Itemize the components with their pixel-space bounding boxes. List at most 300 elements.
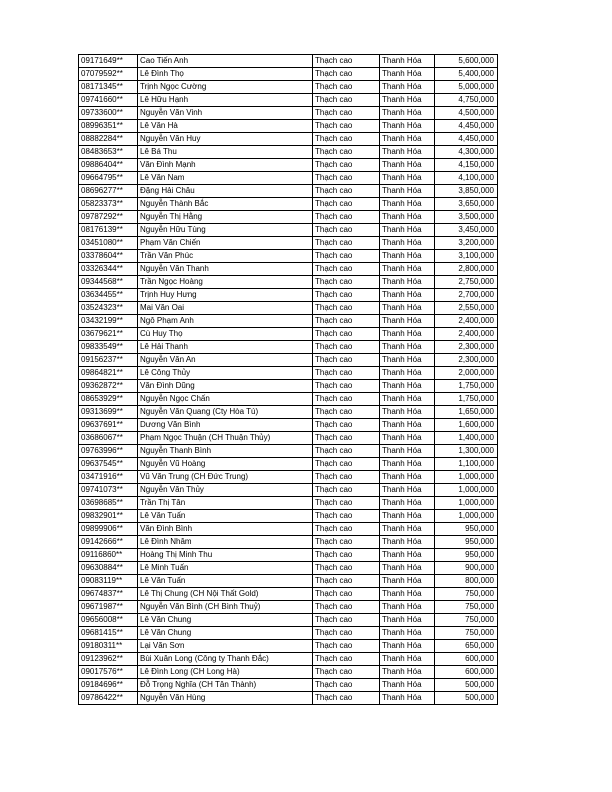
product-cell: Thạch cao [313,562,380,575]
province-cell: Thanh Hóa [380,627,435,640]
phone-cell: 08696277** [79,185,138,198]
name-cell: Trần Văn Phúc [138,250,313,263]
table-row [79,679,498,692]
province-cell: Thanh Hóa [380,445,435,458]
province-cell: Thanh Hóa [380,406,435,419]
name-cell: Nguyễn Thị Hằng [138,211,313,224]
product-cell: Thạch cao [313,471,380,484]
phone-cell: 09671987** [79,601,138,614]
name-cell: Nguyễn Ngọc Chấn [138,393,313,406]
product-cell: Thạch cao [313,692,380,705]
name-cell: Lê Công Thủy [138,367,313,380]
amount-cell: 3,100,000 [435,250,498,263]
phone-cell: 09886404** [79,159,138,172]
amount-cell: 800,000 [435,575,498,588]
name-cell: Nguyễn Văn Thanh [138,263,313,276]
amount-cell: 4,750,000 [435,94,498,107]
province-cell: Thanh Hóa [380,419,435,432]
table-row [79,419,498,432]
amount-cell: 2,550,000 [435,302,498,315]
product-cell: Thạch cao [313,549,380,562]
product-cell: Thạch cao [313,224,380,237]
amount-cell: 1,750,000 [435,380,498,393]
product-cell: Thạch cao [313,640,380,653]
name-cell: Phạm Văn Chiến [138,237,313,250]
province-cell: Thanh Hóa [380,640,435,653]
amount-cell: 2,400,000 [435,315,498,328]
amount-cell: 4,450,000 [435,120,498,133]
amount-cell: 4,100,000 [435,172,498,185]
amount-cell: 750,000 [435,588,498,601]
table-row [79,328,498,341]
province-cell: Thanh Hóa [380,198,435,211]
province-cell: Thanh Hóa [380,315,435,328]
table-row [79,211,498,224]
table-body [79,55,498,705]
name-cell: Trần Ngọc Hoàng [138,276,313,289]
province-cell: Thanh Hóa [380,250,435,263]
amount-cell: 750,000 [435,614,498,627]
phone-cell: 09142666** [79,536,138,549]
table-row [79,354,498,367]
province-cell: Thanh Hóa [380,393,435,406]
amount-cell: 3,200,000 [435,237,498,250]
name-cell: Bùi Xuân Long (Công ty Thanh Đắc) [138,653,313,666]
product-cell: Thạch cao [313,432,380,445]
product-cell: Thạch cao [313,315,380,328]
amount-cell: 1,000,000 [435,471,498,484]
name-cell: Đỗ Trọng Nghĩa (CH Tân Thành) [138,679,313,692]
amount-cell: 600,000 [435,666,498,679]
product-cell: Thạch cao [313,445,380,458]
name-cell: Đặng Hải Châu [138,185,313,198]
name-cell: Trần Thị Tân [138,497,313,510]
name-cell: Dương Văn Bình [138,419,313,432]
table-row [79,471,498,484]
name-cell: Văn Đình Dũng [138,380,313,393]
table-row [79,146,498,159]
amount-cell: 4,500,000 [435,107,498,120]
table-row [79,94,498,107]
name-cell: Nguyễn Thanh Bình [138,445,313,458]
phone-cell: 09156237** [79,354,138,367]
amount-cell: 950,000 [435,523,498,536]
product-cell: Thạch cao [313,276,380,289]
province-cell: Thanh Hóa [380,159,435,172]
province-cell: Thanh Hóa [380,679,435,692]
product-cell: Thạch cao [313,289,380,302]
amount-cell: 600,000 [435,653,498,666]
province-cell: Thanh Hóa [380,692,435,705]
amount-cell: 5,600,000 [435,55,498,68]
name-cell: Văn Đình Mạnh [138,159,313,172]
amount-cell: 500,000 [435,679,498,692]
phone-cell: 09180311** [79,640,138,653]
name-cell: Cù Huy Thọ [138,328,313,341]
phone-cell: 03634455** [79,289,138,302]
amount-cell: 1,000,000 [435,484,498,497]
amount-cell: 5,400,000 [435,68,498,81]
table-row [79,484,498,497]
name-cell: Lê Đình Nhâm [138,536,313,549]
table-row [79,562,498,575]
product-cell: Thạch cao [313,120,380,133]
phone-cell: 09083119** [79,575,138,588]
product-cell: Thạch cao [313,250,380,263]
amount-cell: 1,000,000 [435,510,498,523]
table-row [79,172,498,185]
table-row [79,198,498,211]
province-cell: Thanh Hóa [380,81,435,94]
amount-cell: 650,000 [435,640,498,653]
name-cell: Lê Văn Hà [138,120,313,133]
table-row [79,68,498,81]
table-row [79,549,498,562]
province-cell: Thanh Hóa [380,497,435,510]
amount-cell: 1,100,000 [435,458,498,471]
table-row [79,341,498,354]
product-cell: Thạch cao [313,588,380,601]
table-row [79,432,498,445]
phone-cell: 09656008** [79,614,138,627]
name-cell: Lê Văn Tuấn [138,510,313,523]
phone-cell: 09630884** [79,562,138,575]
amount-cell: 2,300,000 [435,341,498,354]
amount-cell: 1,300,000 [435,445,498,458]
province-cell: Thanh Hóa [380,68,435,81]
phone-cell: 09733600** [79,107,138,120]
phone-cell: 09787292** [79,211,138,224]
province-cell: Thanh Hóa [380,484,435,497]
product-cell: Thạch cao [313,159,380,172]
phone-cell: 03686067** [79,432,138,445]
phone-cell: 09833549** [79,341,138,354]
table-row [79,81,498,94]
province-cell: Thanh Hóa [380,367,435,380]
phone-cell: 09864821** [79,367,138,380]
amount-cell: 900,000 [435,562,498,575]
province-cell: Thanh Hóa [380,588,435,601]
product-cell: Thạch cao [313,393,380,406]
province-cell: Thanh Hóa [380,94,435,107]
province-cell: Thanh Hóa [380,666,435,679]
province-cell: Thanh Hóa [380,575,435,588]
table-row [79,393,498,406]
province-cell: Thanh Hóa [380,120,435,133]
name-cell: Lê Đình Thọ [138,68,313,81]
table-row [79,406,498,419]
name-cell: Nguyễn Văn Thủy [138,484,313,497]
amount-cell: 3,500,000 [435,211,498,224]
phone-cell: 07079592** [79,68,138,81]
province-cell: Thanh Hóa [380,211,435,224]
phone-cell: 09741660** [79,94,138,107]
table-row [79,445,498,458]
phone-cell: 09899906** [79,523,138,536]
amount-cell: 1,750,000 [435,393,498,406]
phone-cell: 03432199** [79,315,138,328]
phone-cell: 08882284** [79,133,138,146]
phone-cell: 03679621** [79,328,138,341]
table-row [79,263,498,276]
amount-cell: 1,650,000 [435,406,498,419]
table-row [79,185,498,198]
table-row [79,289,498,302]
name-cell: Nguyễn Văn Huy [138,133,313,146]
product-cell: Thạch cao [313,380,380,393]
province-cell: Thanh Hóa [380,133,435,146]
amount-cell: 2,300,000 [435,354,498,367]
amount-cell: 4,150,000 [435,159,498,172]
phone-cell: 08171345** [79,81,138,94]
phone-cell: 09832901** [79,510,138,523]
table-row [79,536,498,549]
product-cell: Thạch cao [313,172,380,185]
phone-cell: 09681415** [79,627,138,640]
phone-cell: 03524323** [79,302,138,315]
amount-cell: 1,400,000 [435,432,498,445]
phone-cell: 09664795** [79,172,138,185]
table-row [79,588,498,601]
amount-cell: 2,800,000 [435,263,498,276]
phone-cell: 09017576** [79,666,138,679]
table-row [79,614,498,627]
product-cell: Thạch cao [313,510,380,523]
phone-cell: 09786422** [79,692,138,705]
table-row [79,666,498,679]
province-cell: Thanh Hóa [380,601,435,614]
name-cell: Lại Văn Sơn [138,640,313,653]
phone-cell: 03378604** [79,250,138,263]
product-cell: Thạch cao [313,302,380,315]
amount-cell: 1,000,000 [435,497,498,510]
province-cell: Thanh Hóa [380,185,435,198]
table-row [79,159,498,172]
name-cell: Lê Hữu Hạnh [138,94,313,107]
product-cell: Thạch cao [313,81,380,94]
product-cell: Thạch cao [313,536,380,549]
table-row [79,315,498,328]
name-cell: Nguyễn Thành Bắc [138,198,313,211]
product-cell: Thạch cao [313,328,380,341]
amount-cell: 4,300,000 [435,146,498,159]
phone-cell: 08176139** [79,224,138,237]
name-cell: Văn Đình Bình [138,523,313,536]
province-cell: Thanh Hóa [380,458,435,471]
phone-cell: 09123962** [79,653,138,666]
product-cell: Thạch cao [313,601,380,614]
product-cell: Thạch cao [313,523,380,536]
name-cell: Vũ Văn Trung (CH Đức Trung) [138,471,313,484]
table-row [79,120,498,133]
name-cell: Lê Minh Tuấn [138,562,313,575]
province-cell: Thanh Hóa [380,237,435,250]
amount-cell: 750,000 [435,601,498,614]
table-row [79,276,498,289]
product-cell: Thạch cao [313,185,380,198]
table-row [79,458,498,471]
phone-cell: 08483653** [79,146,138,159]
phone-cell: 09313699** [79,406,138,419]
product-cell: Thạch cao [313,68,380,81]
product-cell: Thạch cao [313,133,380,146]
province-cell: Thanh Hóa [380,471,435,484]
amount-cell: 750,000 [435,627,498,640]
province-cell: Thanh Hóa [380,263,435,276]
province-cell: Thanh Hóa [380,55,435,68]
product-cell: Thạch cao [313,419,380,432]
product-cell: Thạch cao [313,406,380,419]
phone-cell: 03471916** [79,471,138,484]
phone-cell: 09741073** [79,484,138,497]
table-row [79,250,498,263]
amount-cell: 2,400,000 [435,328,498,341]
phone-cell: 09116860** [79,549,138,562]
name-cell: Trịnh Huy Hưng [138,289,313,302]
name-cell: Lê Hải Thanh [138,341,313,354]
province-cell: Thanh Hóa [380,341,435,354]
phone-cell: 09344568** [79,276,138,289]
province-cell: Thanh Hóa [380,328,435,341]
province-cell: Thanh Hóa [380,172,435,185]
province-cell: Thanh Hóa [380,380,435,393]
phone-cell: 09362872** [79,380,138,393]
province-cell: Thanh Hóa [380,224,435,237]
amount-cell: 3,450,000 [435,224,498,237]
amount-cell: 1,600,000 [435,419,498,432]
phone-cell: 09637691** [79,419,138,432]
product-cell: Thạch cao [313,666,380,679]
product-cell: Thạch cao [313,341,380,354]
product-cell: Thạch cao [313,653,380,666]
product-cell: Thạch cao [313,367,380,380]
amount-cell: 950,000 [435,549,498,562]
name-cell: Nguyễn Văn An [138,354,313,367]
phone-cell: 03698685** [79,497,138,510]
name-cell: Phạm Ngọc Thuận (CH Thuận Thủy) [138,432,313,445]
name-cell: Nguyễn Vũ Hoàng [138,458,313,471]
amount-cell: 3,850,000 [435,185,498,198]
name-cell: Ngô Phạm Anh [138,315,313,328]
name-cell: Nguyễn Văn Hùng [138,692,313,705]
province-cell: Thanh Hóa [380,289,435,302]
table-row [79,133,498,146]
table-row [79,367,498,380]
product-cell: Thạch cao [313,94,380,107]
table-row [79,601,498,614]
province-cell: Thanh Hóa [380,523,435,536]
table-row [79,224,498,237]
table-row [79,380,498,393]
name-cell: Nguyễn Hữu Tùng [138,224,313,237]
product-cell: Thạch cao [313,627,380,640]
name-cell: Lê Văn Tuấn [138,575,313,588]
province-cell: Thanh Hóa [380,510,435,523]
product-cell: Thạch cao [313,484,380,497]
province-cell: Thanh Hóa [380,432,435,445]
province-cell: Thanh Hóa [380,354,435,367]
table-row [79,640,498,653]
amount-cell: 2,000,000 [435,367,498,380]
phone-cell: 09171649** [79,55,138,68]
table-row [79,497,498,510]
province-cell: Thanh Hóa [380,276,435,289]
product-cell: Thạch cao [313,237,380,250]
name-cell: Lê Văn Chung [138,627,313,640]
product-cell: Thạch cao [313,263,380,276]
name-cell: Trịnh Ngọc Cường [138,81,313,94]
amount-cell: 4,450,000 [435,133,498,146]
phone-cell: 09637545** [79,458,138,471]
name-cell: Lê Đình Long (CH Long Hà) [138,666,313,679]
phone-cell: 03451080** [79,237,138,250]
name-cell: Cao Tiến Anh [138,55,313,68]
province-cell: Thanh Hóa [380,302,435,315]
amount-cell: 3,650,000 [435,198,498,211]
amount-cell: 500,000 [435,692,498,705]
phone-cell: 09184696** [79,679,138,692]
phone-cell: 03326344** [79,263,138,276]
table-row [79,692,498,705]
name-cell: Nguyễn Văn Quang (Cty Hòa Tú) [138,406,313,419]
product-cell: Thạch cao [313,55,380,68]
table-row [79,237,498,250]
product-cell: Thạch cao [313,614,380,627]
province-cell: Thanh Hóa [380,549,435,562]
table-row [79,55,498,68]
amount-cell: 950,000 [435,536,498,549]
phone-cell: 09763996** [79,445,138,458]
province-cell: Thanh Hóa [380,536,435,549]
product-cell: Thạch cao [313,211,380,224]
product-cell: Thạch cao [313,354,380,367]
name-cell: Mai Văn Oai [138,302,313,315]
name-cell: Lê Văn Chung [138,614,313,627]
name-cell: Nguyễn Văn Bình (CH Bình Thuỷ) [138,601,313,614]
phone-cell: 08653929** [79,393,138,406]
amount-cell: 2,750,000 [435,276,498,289]
province-cell: Thanh Hóa [380,562,435,575]
province-cell: Thanh Hóa [380,653,435,666]
product-cell: Thạch cao [313,679,380,692]
name-cell: Lê Bá Thu [138,146,313,159]
product-cell: Thạch cao [313,575,380,588]
phone-cell: 05823373** [79,198,138,211]
table-row [79,302,498,315]
product-cell: Thạch cao [313,146,380,159]
name-cell: Nguyễn Văn Vinh [138,107,313,120]
data-table [78,54,498,705]
product-cell: Thạch cao [313,497,380,510]
name-cell: Lê Văn Nam [138,172,313,185]
table-row [79,107,498,120]
table-row [79,575,498,588]
product-cell: Thạch cao [313,107,380,120]
table-row [79,653,498,666]
province-cell: Thanh Hóa [380,146,435,159]
table-row [79,523,498,536]
product-cell: Thạch cao [313,198,380,211]
phone-cell: 09674837** [79,588,138,601]
table-row [79,627,498,640]
phone-cell: 08996351** [79,120,138,133]
province-cell: Thanh Hóa [380,614,435,627]
province-cell: Thanh Hóa [380,107,435,120]
name-cell: Hoàng Thị Minh Thu [138,549,313,562]
amount-cell: 2,700,000 [435,289,498,302]
product-cell: Thạch cao [313,458,380,471]
amount-cell: 5,000,000 [435,81,498,94]
